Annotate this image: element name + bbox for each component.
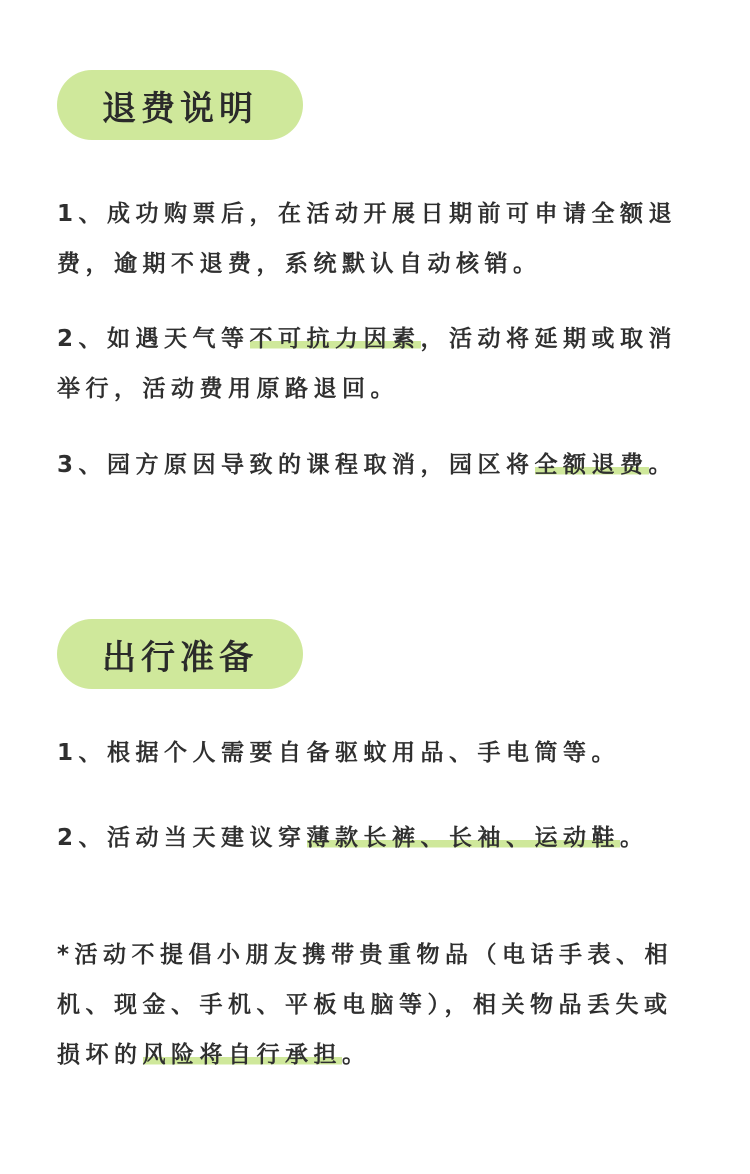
prep-item-2-text-end: 。: [620, 825, 649, 851]
refund-item-3-highlight: 全额退费: [534, 452, 649, 478]
prep-item-2-text: 2、活动当天建议穿: [57, 825, 307, 851]
refund-item-1: [57, 189, 697, 289]
prep-item-1: [57, 728, 697, 778]
refund-item-2: [57, 314, 697, 414]
prep-note: [57, 930, 697, 1080]
prep-item-2: [57, 813, 697, 863]
refund-section-title: 退费说明: [57, 70, 303, 140]
prep-section-title: 出行准备: [57, 619, 303, 689]
refund-item-3: [57, 440, 697, 490]
prep-note-text: *活动不提倡小朋友携带贵重物品（电话手表、相机、现金、手机、平板电脑等），相关物品丢失或损坏的: [57, 942, 674, 1068]
prep-note-text-end: 。: [342, 1042, 371, 1068]
refund-item-3-text-end: 。: [648, 452, 678, 478]
prep-item-1-text: 1、根据个人需要自备驱蚊用品、手电筒等。: [57, 740, 621, 766]
refund-item-3-text: 3、园方原因导致的课程取消，园区将: [57, 452, 535, 478]
refund-item-2-text-end: ，活动将延期或取消举行，活动费用原路退回。: [57, 326, 678, 402]
prep-item-2-highlight: 薄款长裤、长袖、运动鞋: [306, 825, 621, 851]
refund-item-2-text: 2、如遇天气等: [57, 326, 250, 352]
refund-item-1-text: 1、成功购票后，在活动开展日期前可申请全额退费，逾期不退费，系统默认自动核销。: [57, 201, 678, 277]
refund-item-2-highlight: 不可抗力因素: [249, 326, 421, 352]
prep-note-highlight: 风险将自行承担: [142, 1042, 342, 1068]
